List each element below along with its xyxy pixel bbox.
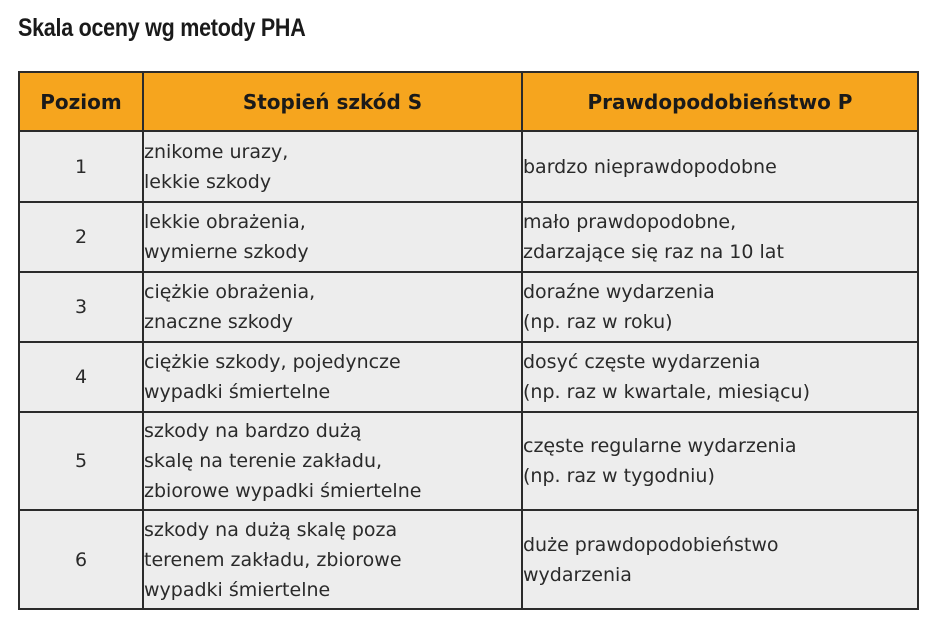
damage-line: szkody na bardzo dużą bbox=[144, 420, 362, 442]
probability-line: (np. raz w kwartale, miesiącu) bbox=[523, 381, 810, 403]
table-row bbox=[19, 342, 918, 412]
table-header-row bbox=[19, 72, 918, 131]
damage-line: wymierne szkody bbox=[144, 241, 309, 263]
damage-line: skalę na terenie zakładu, bbox=[144, 450, 383, 472]
table-row bbox=[19, 131, 918, 202]
probability-line: wydarzenia bbox=[523, 563, 632, 586]
damage-cell bbox=[143, 272, 522, 342]
damage-line: zbiorowe wypadki śmiertelne bbox=[144, 480, 422, 502]
probability-cell bbox=[522, 202, 918, 272]
probability-cell bbox=[522, 510, 918, 609]
table-row bbox=[19, 510, 918, 609]
table-title: Skala oceny wg metody PHA bbox=[18, 14, 306, 42]
probability-cell bbox=[522, 342, 918, 412]
probability-line: (np. raz w tygodniu) bbox=[523, 465, 715, 487]
damage-cell bbox=[143, 510, 522, 609]
damage-line: ciężkie obrażenia, bbox=[144, 281, 316, 303]
damage-line: szkody na dużą skalę poza bbox=[144, 518, 398, 541]
level-cell: 2 bbox=[19, 202, 143, 272]
damage-cell bbox=[143, 202, 522, 272]
header-probability: Prawdopodobieństwo P bbox=[522, 72, 918, 131]
damage-line: terenem zakładu, zbiorowe bbox=[144, 548, 402, 571]
damage-line: znaczne szkody bbox=[144, 311, 293, 333]
probability-line: częste regularne wydarzenia bbox=[523, 435, 797, 457]
damage-cell bbox=[143, 131, 522, 202]
probability-line: (np. raz w roku) bbox=[523, 311, 673, 333]
table-row bbox=[19, 202, 918, 272]
probability-line: duże prawdopodobieństwo bbox=[523, 533, 779, 556]
probability-cell bbox=[522, 412, 918, 510]
probability-cell bbox=[522, 272, 918, 342]
damage-line: wypadki śmiertelne bbox=[144, 578, 331, 601]
probability-line: zdarzające się raz na 10 lat bbox=[523, 241, 784, 263]
pha-scale-table bbox=[18, 71, 919, 610]
damage-cell bbox=[143, 412, 522, 510]
damage-line: znikome urazy, bbox=[144, 140, 289, 163]
header-level: Poziom bbox=[19, 72, 143, 131]
probability-line: doraźne wydarzenia bbox=[523, 281, 715, 303]
level-cell: 5 bbox=[19, 412, 143, 510]
probability-line: dosyć częste wydarzenia bbox=[523, 351, 761, 373]
level-cell: 4 bbox=[19, 342, 143, 412]
damage-line: lekkie szkody bbox=[144, 170, 272, 193]
header-damage: Stopień szkód S bbox=[143, 72, 522, 131]
level-cell: 3 bbox=[19, 272, 143, 342]
table-row bbox=[19, 272, 918, 342]
damage-line: ciężkie szkody, pojedyncze bbox=[144, 351, 401, 373]
damage-line: lekkie obrażenia, bbox=[144, 211, 306, 233]
probability-line: bardzo nieprawdopodobne bbox=[523, 155, 777, 178]
table-row bbox=[19, 412, 918, 510]
damage-line: wypadki śmiertelne bbox=[144, 381, 331, 403]
probability-line: mało prawdopodobne, bbox=[523, 211, 737, 233]
damage-cell bbox=[143, 342, 522, 412]
level-cell: 6 bbox=[19, 510, 143, 609]
probability-cell bbox=[522, 131, 918, 202]
level-cell: 1 bbox=[19, 131, 143, 202]
